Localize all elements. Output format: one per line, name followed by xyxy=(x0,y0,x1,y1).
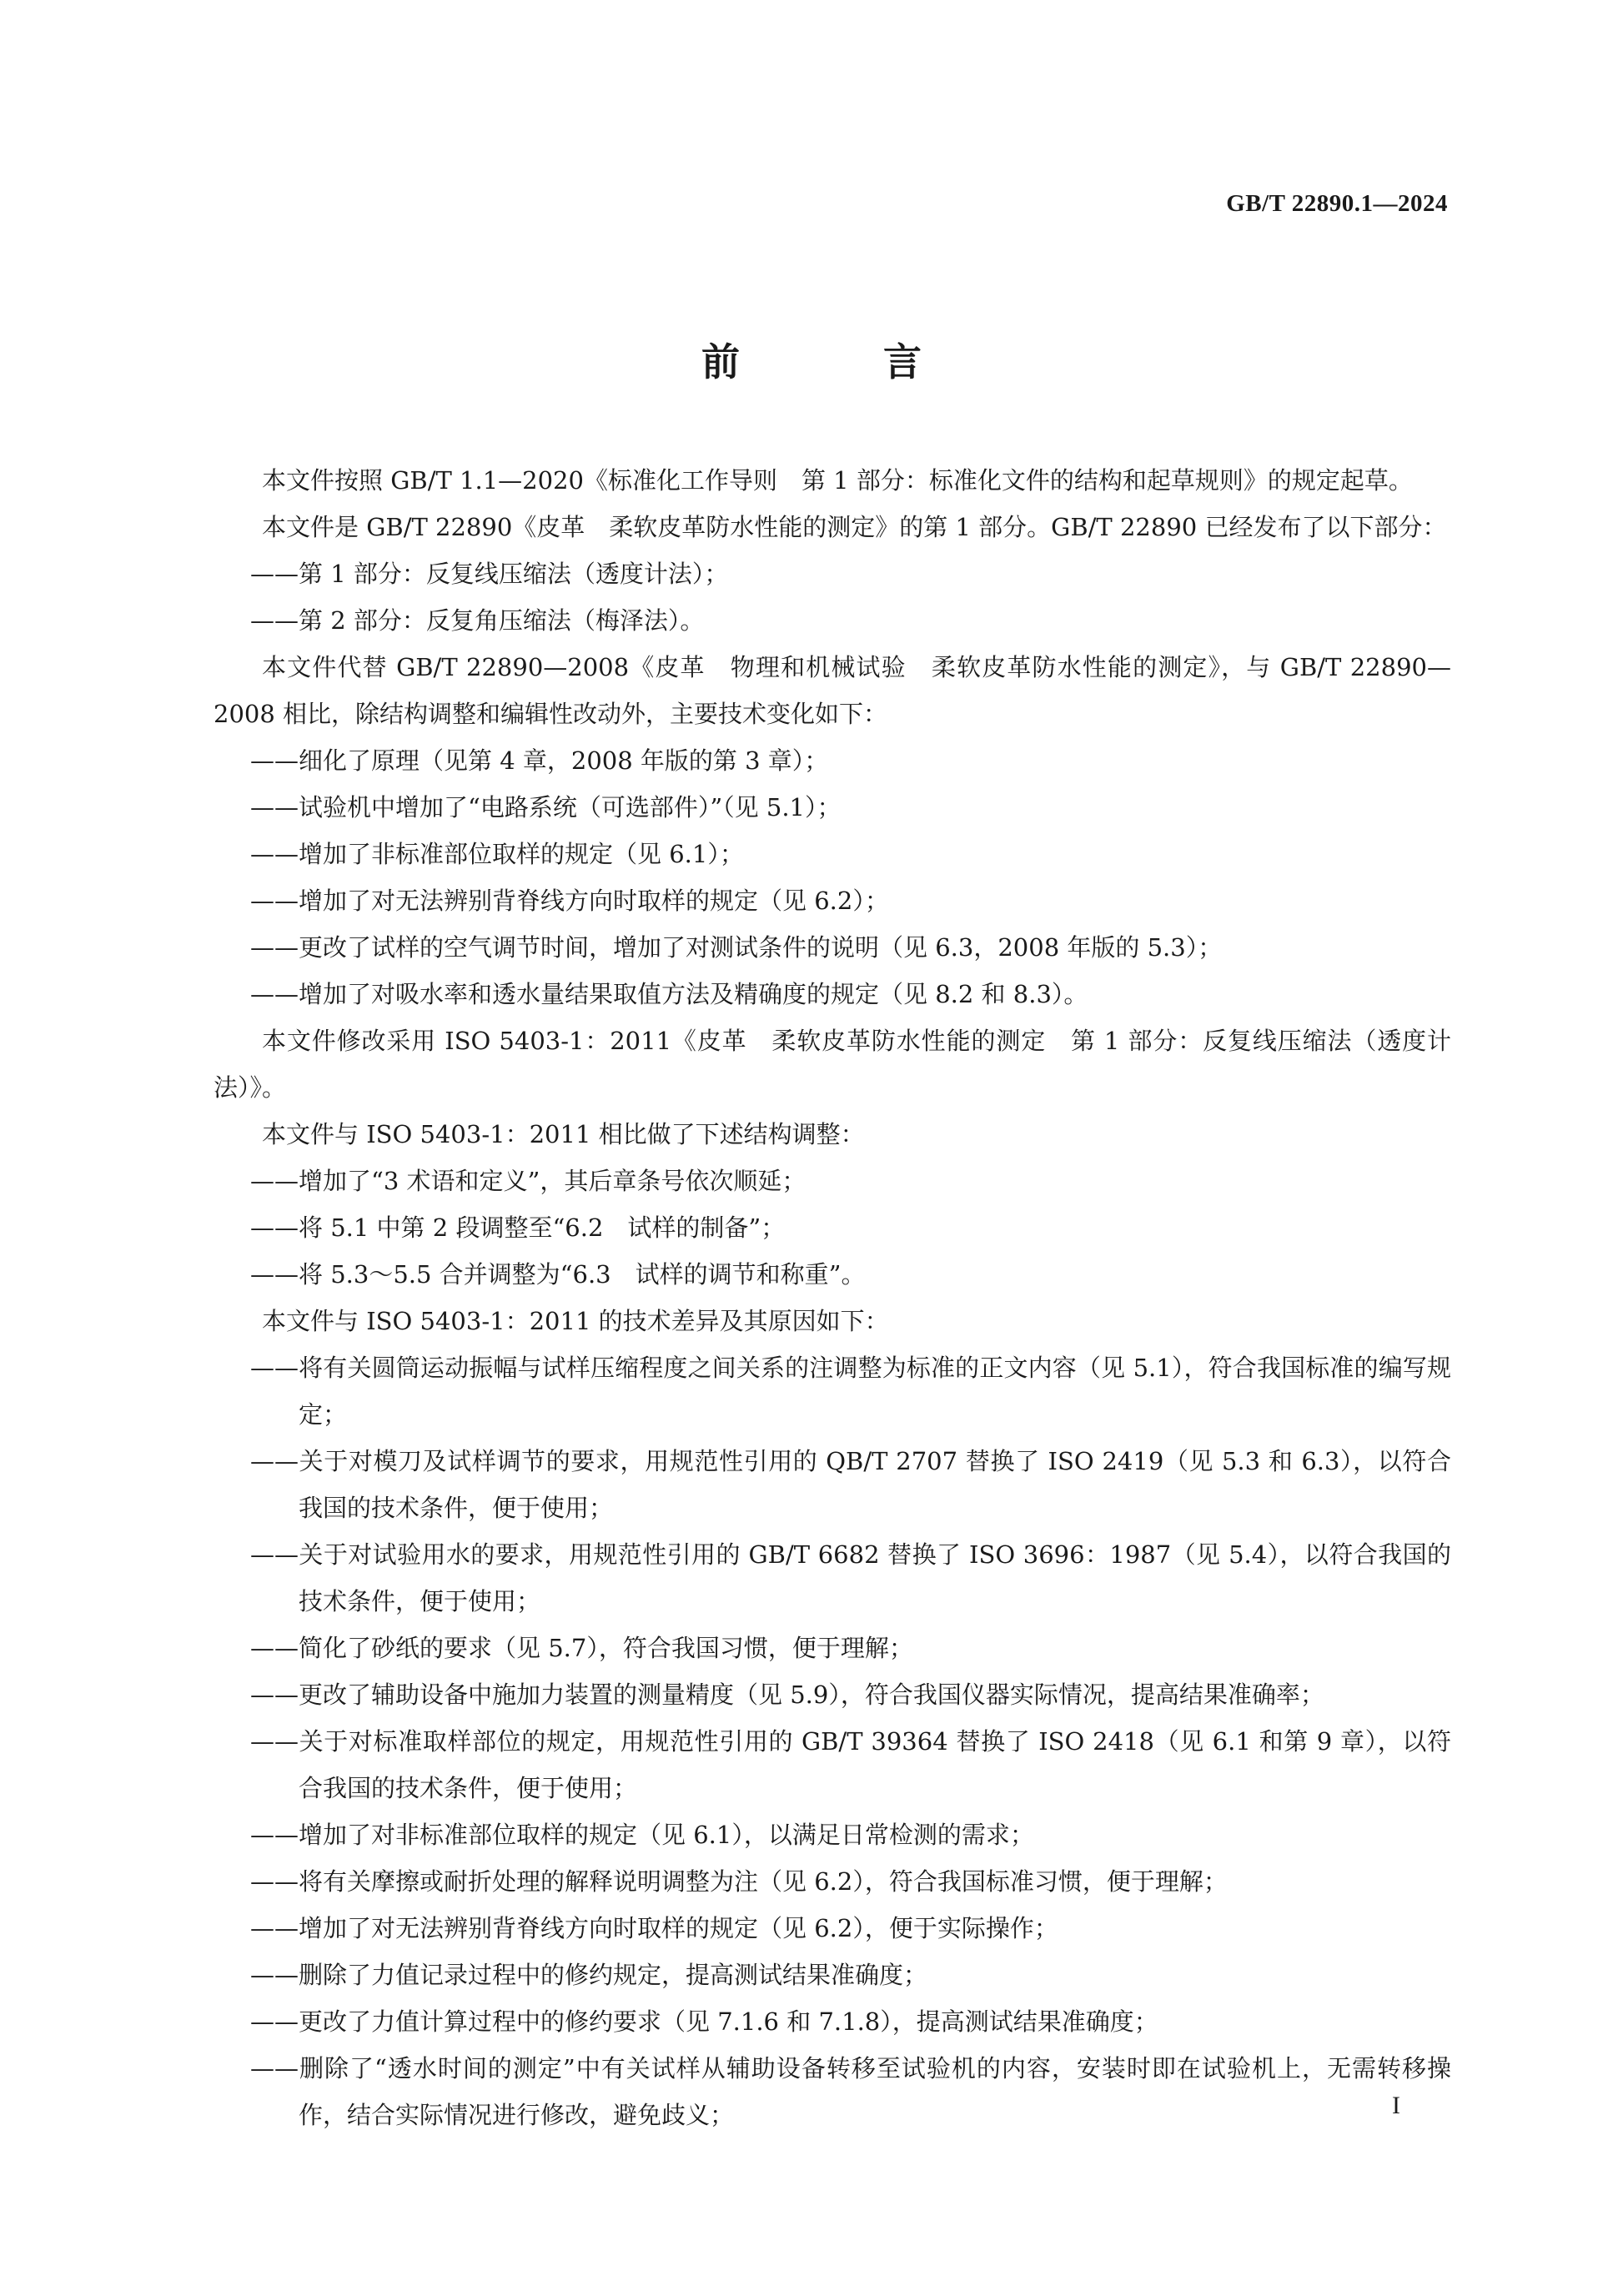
list-item: ——更改了试样的空气调节时间，增加了对测试条件的说明（见 6.3，2008 年版的 5.3）； xyxy=(250,933,1223,962)
list-item: ——更改了辅助设备中施加力装置的测量精度（见 5.9），符合我国仪器实际情况，提高结果准确率； xyxy=(250,1681,1324,1709)
list-item: ——增加了对无法辨别背脊线方向时取样的规定（见 6.2），便于实际操作； xyxy=(250,1914,1058,1942)
paragraph: 本文件按照 GB/T 1.1—2020《标准化工作导则 第 1 部分：标准化文件的结构和起草规则》的规定起草。 xyxy=(262,466,1413,495)
list-item: ——将 5.1 中第 2 段调整至“6.2 试样的制备”； xyxy=(250,1213,786,1242)
paragraph: 本文件修改采用 ISO 5403-1：2011《皮革 柔软皮革防水性能的测定 第 1 部分：反复线压缩法（透度计法）》。 xyxy=(214,1027,1451,1102)
paragraph: 本文件与 ISO 5403-1：2011 的技术差异及其原因如下： xyxy=(262,1307,889,1335)
list-item: ——简化了砂纸的要求（见 5.7），符合我国习惯，便于理解； xyxy=(250,1634,913,1662)
list-item: ——增加了对非标准部位取样的规定（见 6.1），以满足日常检测的需求； xyxy=(250,1821,1034,1849)
list-item: ——试验机中增加了“电路系统（可选部件）”（见 5.1）； xyxy=(250,793,842,821)
list-item: ——更改了力值计算过程中的修约要求（见 7.1.6 和 7.1.8），提高测试结果准确度； xyxy=(250,2007,1158,2036)
paragraph: 本文件与 ISO 5403-1：2011 相比做了下述结构调整： xyxy=(262,1120,865,1148)
standard-code: GB/T 22890.1—2024 xyxy=(1226,190,1448,217)
list-item: ——关于对模刀及试样调节的要求，用规范性引用的 QB/T 2707 替换了 ISO 2419（见 5.3 和 6.3），以符合我国的技术条件，便于使用； xyxy=(250,1447,1451,1522)
list-item: ——删除了力值记录过程中的修约规定，提高测试结果准确度； xyxy=(250,1961,928,1989)
list-item: ——将有关圆筒运动振幅与试样压缩程度之间关系的注调整为标准的正文内容（见 5.1），符合我国标准的编写规定； xyxy=(250,1354,1451,1429)
page-title: 前 言 xyxy=(701,339,987,384)
list-item: ——增加了“3 术语和定义”，其后章条号依次顺延； xyxy=(250,1167,806,1195)
list-item: ——细化了原理（见第 4 章，2008 年版的第 3 章）； xyxy=(250,746,829,775)
paragraph: 本文件是 GB/T 22890《皮革 柔软皮革防水性能的测定》的第 1 部分。GB/T 22890 已经发布了以下部分： xyxy=(262,513,1447,541)
list-item: ——关于对试验用水的要求，用规范性引用的 GB/T 6682 替换了 ISO 3696：1987（见 5.4），以符合我国的技术条件，便于使用； xyxy=(250,1540,1451,1615)
list-item: ——第 2 部分：反复角压缩法（梅泽法）。 xyxy=(250,606,705,635)
list-item: ——第 1 部分：反复线压缩法（透度计法）； xyxy=(250,560,729,588)
list-item: ——关于对标准取样部位的规定，用规范性引用的 GB/T 39364 替换了 ISO 2418（见 6.1 和第 9 章），以符合我国的技术条件，便于使用； xyxy=(250,1727,1451,1802)
page-number: I xyxy=(1392,2092,1400,2119)
list-item: ——删除了“透水时间的测定”中有关试样从辅助设备转移至试验机的内容，安装时即在试验机上，无需转移操作，结合实际情况进行修改，避免歧义； xyxy=(250,2054,1451,2129)
list-item: ——增加了非标准部位取样的规定（见 6.1）； xyxy=(250,840,744,868)
document-body xyxy=(214,457,1451,2138)
list-item: ——将 5.3～5.5 合并调整为“6.3 试样的调节和称重”。 xyxy=(250,1260,866,1289)
list-item: ——将有关摩擦或耐折处理的解释说明调整为注（见 6.2），符合我国标准习惯，便于理解； xyxy=(250,1867,1228,1896)
list-item: ——增加了对无法辨别背脊线方向时取样的规定（见 6.2）； xyxy=(250,887,889,915)
paragraph: 本文件代替 GB/T 22890—2008《皮革 物理和机械试验 柔软皮革防水性能的测定》，与 GB/T 22890—2008 相比，除结构调整和编辑性改动外，主要技术变化如下： xyxy=(214,653,1451,728)
list-item: ——增加了对吸水率和透水量结果取值方法及精确度的规定（见 8.2 和 8.3）。 xyxy=(250,980,1088,1008)
